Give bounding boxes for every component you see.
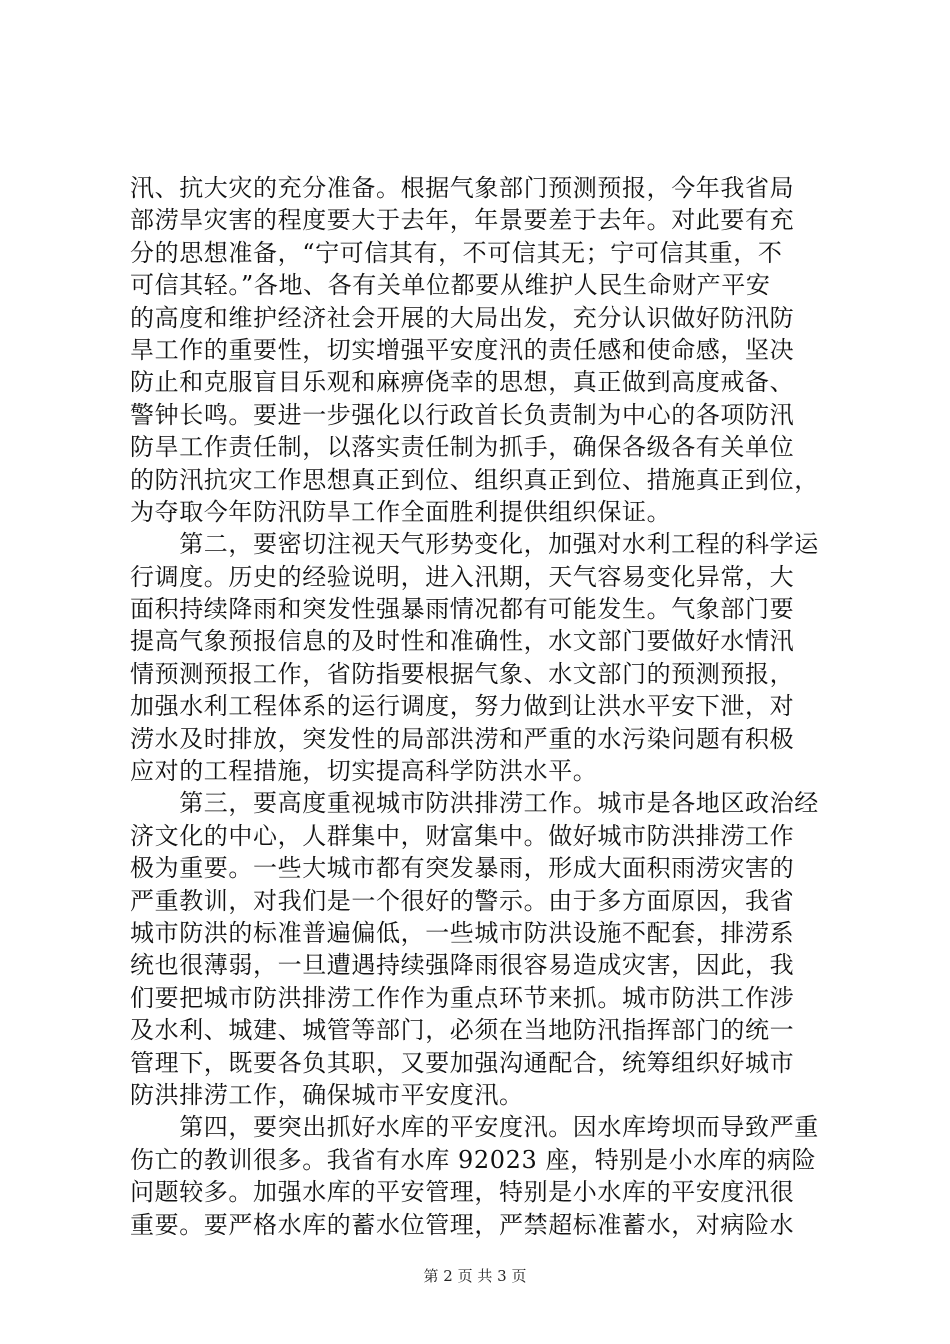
- text-line: 防旱工作责任制，以落实责任制为抓手，确保各级各有关单位: [130, 433, 795, 462]
- text-line: 情预测预报工作，省防指要根据气象、水文部门的预测预报，: [130, 659, 795, 688]
- text-line: 行调度。历史的经验说明，进入汛期，天气容易变化异常，大: [130, 562, 795, 591]
- text-line: 为夺取今年防汛防旱工作全面胜利提供组织保证。: [130, 497, 672, 526]
- text-line: 部涝旱灾害的程度要大于去年，年景要差于去年。对此要有充: [130, 206, 795, 235]
- text-line: 统也很薄弱，一旦遭遇持续强降雨很容易造成灾害，因此，我: [130, 951, 795, 980]
- text-line: 伤亡的教训很多。我省有水库 92023 座，特别是小水库的病险: [130, 1145, 817, 1174]
- text-line: 提高气象预报信息的及时性和准确性，水文部门要做好水情汛: [130, 627, 795, 656]
- text-line: 面积持续降雨和突发性强暴雨情况都有可能发生。气象部门要: [130, 595, 795, 624]
- text-line: 重要。要严格水库的蓄水位管理，严禁超标准蓄水，对病险水: [130, 1210, 795, 1239]
- text-line: 加强水利工程体系的运行调度，努力做到让洪水平安下泄，对: [130, 692, 795, 721]
- text-line: 们要把城市防洪排涝工作作为重点环节来抓。城市防洪工作涉: [130, 983, 795, 1012]
- text-line: 管理下，既要各负其职，又要加强沟通配合，统筹组织好城市: [130, 1048, 795, 1077]
- text-line: 涝水及时排放，突发性的局部洪涝和严重的水污染问题有积极: [130, 724, 795, 753]
- text-line: 的防汛抗灾工作思想真正到位、组织真正到位、措施真正到位，: [130, 465, 819, 494]
- body-text: [130, 172, 830, 1241]
- text-line: 旱工作的重要性，切实增强平安度汛的责任感和使命感，坚决: [130, 335, 795, 364]
- text-line: 应对的工程措施，切实提高科学防洪水平。: [130, 757, 598, 786]
- text-line: 防洪排涝工作，确保城市平安度汛。: [130, 1080, 524, 1109]
- text-line: 的高度和维护经济社会开展的大局出发，充分认识做好防汛防: [130, 303, 795, 332]
- text-line: 汛、抗大灾的充分准备。根据气象部门预测预报，今年我省局: [130, 174, 795, 202]
- text-line: 极为重要。一些大城市都有突发暴雨，形成大面积雨涝灾害的: [130, 854, 795, 883]
- text-line: 警钟长鸣。要进一步强化以行政首长负责制为中心的各项防汛: [130, 400, 795, 429]
- text-line: 防止和克服盲目乐观和麻痹侥幸的思想，真正做到高度戒备、: [130, 368, 795, 397]
- page-footer: 第 2 页 共 3 页: [423, 1267, 527, 1285]
- text-line: 分的思想准备，“宁可信其有，不可信其无；宁可信其重，不: [130, 238, 783, 267]
- text-line: 第二，要密切注视天气形势变化，加强对水利工程的科学运: [130, 530, 819, 559]
- text-line: 济文化的中心，人群集中，财富集中。做好城市防洪排涝工作: [130, 821, 795, 850]
- text-line: 第四，要突出抓好水库的平安度汛。因水库垮坝而导致严重: [130, 1113, 819, 1142]
- text-line: 第三，要高度重视城市防洪排涝工作。城市是各地区政治经: [130, 789, 819, 818]
- text-line: 可信其轻。”各地、各有关单位都要从维护人民生命财产平安: [130, 271, 771, 300]
- text-line: 城市防洪的标准普遍偏低，一些城市防洪设施不配套，排涝系: [130, 918, 795, 947]
- text-line: 及水利、城建、城管等部门，必须在当地防汛指挥部门的统一: [130, 1016, 795, 1045]
- text-line: 严重教训，对我们是一个很好的警示。由于多方面原因，我省: [130, 886, 795, 915]
- text-line: 问题较多。加强水库的平安管理，特别是小水库的平安度汛很: [130, 1178, 795, 1207]
